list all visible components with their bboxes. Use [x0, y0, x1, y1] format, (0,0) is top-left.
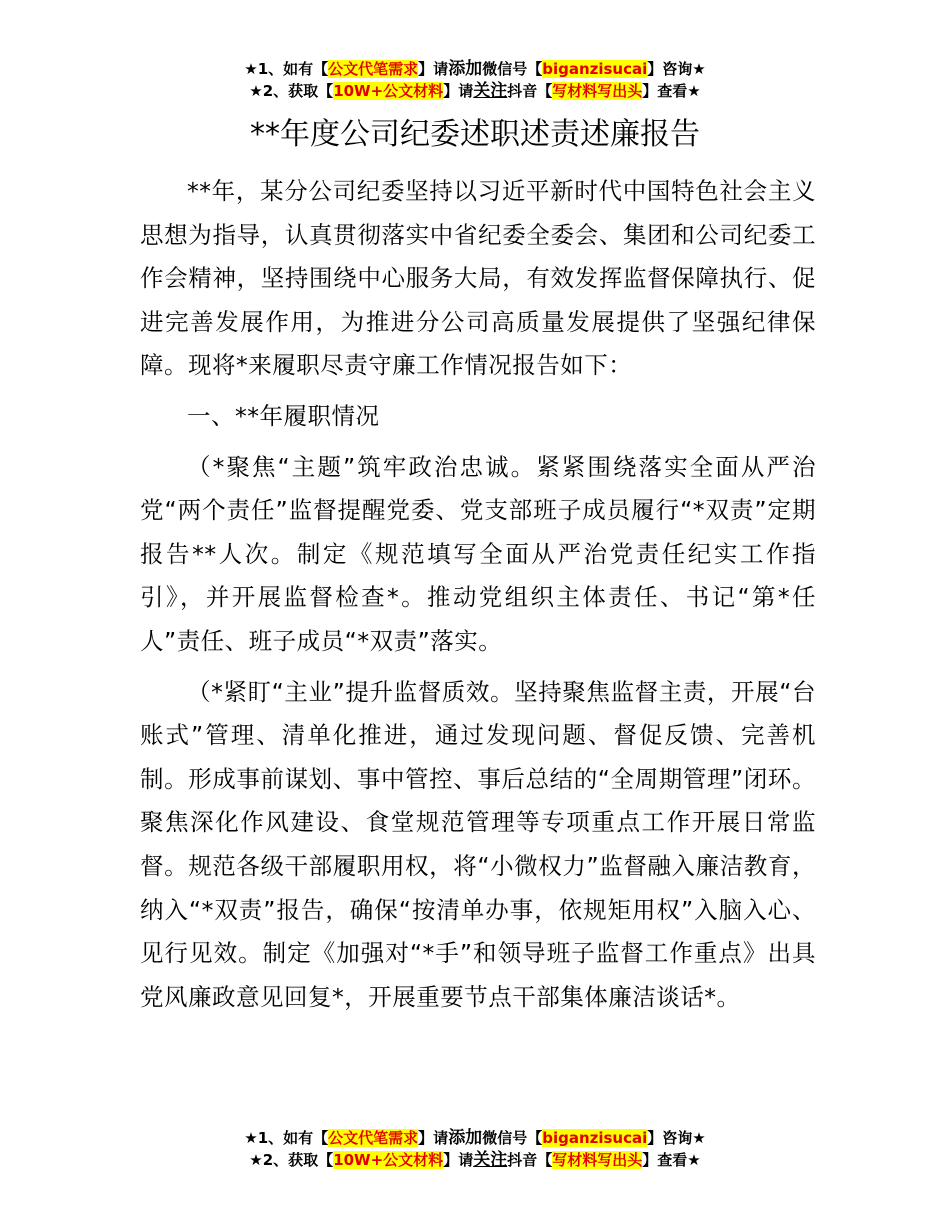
highlight-materials: 10W+公文材料 [333, 82, 444, 100]
highlight-ghostwriting: 公文代笔需求 [328, 60, 419, 78]
banner-line-1: ★1、如有【公文代笔需求】请添加微信号【biganzisucai】咨询★ [244, 1128, 706, 1148]
highlight-douyin-account: 写材料写出头 [552, 1151, 643, 1169]
highlight-wechat-id: biganzisucai [542, 60, 648, 78]
banner-line-2: ★2、获取【10W+公文材料】请关注抖音【写材料写出头】查看★ [249, 1150, 701, 1170]
highlight-wechat-id: biganzisucai [542, 1129, 648, 1147]
footer-banner [0, 1127, 950, 1171]
banner-line-1: ★1、如有【公文代笔需求】请添加微信号【biganzisucai】咨询★ [244, 59, 706, 79]
highlight-ghostwriting: 公文代笔需求 [328, 1129, 419, 1147]
paragraph-intro: **年，某分公司纪委坚持以习近平新时代中国特色社会主义思想为指导，认真贯彻落实中省纪委全委会、集团和公司纪委工作会精神，坚持围绕中心服务大局，有效发挥监督保障执行、促进完善发展作用，为推进分公司高质量发展提供了坚强纪律保障。现将*来履职尽责守廉工作情况报告如下： [140, 177, 816, 380]
banner-line-2: ★2、获取【10W+公文材料】请关注抖音【写材料写出头】查看★ [249, 81, 701, 101]
highlight-materials: 10W+公文材料 [333, 1151, 444, 1169]
section-heading: 一、**年履职情况 [187, 401, 380, 430]
highlight-douyin-account: 写材料写出头 [552, 82, 643, 100]
document-title: **年度公司纪委述职述责述廉报告 [250, 117, 700, 152]
document-body [140, 170, 816, 1019]
paragraph-political-loyalty: （*聚焦“主题”筑牢政治忠诚。紧紧围绕落实全面从严治党“两个责任”监督提醒党委、党支部班子成员履行“*双责”定期报告**人次。制定《规范填写全面从严治党责任纪实工作指引》，并开展监督检查*。推动党组织主体责任、书记“第*任人”责任、班子成员“*双责”落实。 [140, 452, 816, 655]
paragraph-supervision-quality: （*紧盯“主业”提升监督质效。坚持聚焦监督主责，开展“台账式”管理、清单化推进，通过发现问题、督促反馈、完善机制。形成事前谋划、事中管控、事后总结的“全周期管理”闭环。聚焦深化作风建设、食堂规范管理等专项重点工作开展日常监督。规范各级干部履职用权，将“小微权力”监督融入廉洁教育，纳入“*双责”报告，确保“按清单办事，依规矩用权”入脑入心、见行见效。制定《加强对“*手”和领导班子监督工作重点》出具党风廉政意见回复*，开展重要节点干部集体廉洁谈话*。 [140, 677, 816, 1011]
header-banner [0, 58, 950, 102]
